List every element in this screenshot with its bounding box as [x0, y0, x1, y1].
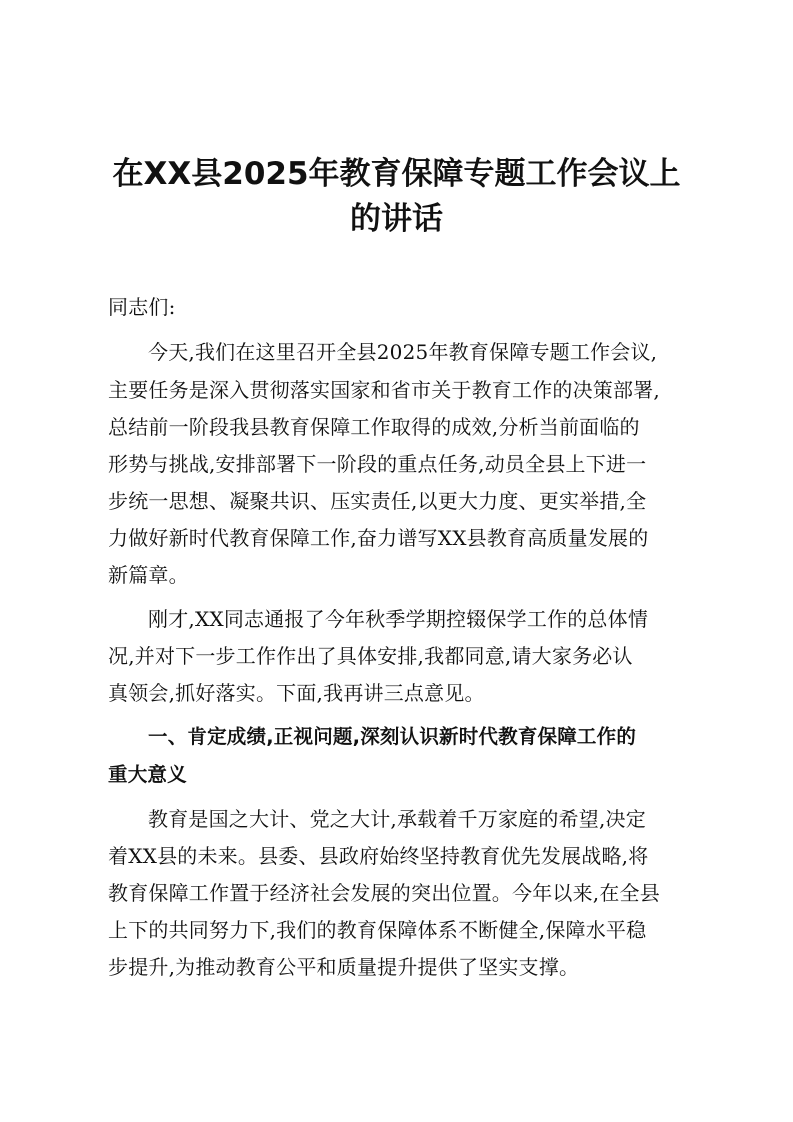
section-heading-line-1: 一、肯定成绩,正视问题,深刻认识新时代教育保障工作的 [148, 725, 637, 748]
salutation: 同志们: [108, 295, 176, 319]
title-line-1: 在XX县2025年教育保障专题工作会议上 [112, 156, 681, 192]
title-line-2: 的讲话 [350, 201, 443, 237]
paragraph-2-line-3: 真领会,抓好落实。下面,我再讲三点意见。 [108, 681, 485, 705]
paragraph-3-line-2: 着XX县的未来。县委、县政府始终坚持教育优先发展战略,将 [108, 844, 649, 868]
paragraph-1-line-5: 步统一思想、凝聚共识、压实责任,以更大力度、更实举措,全 [108, 489, 647, 513]
document-title [90, 152, 703, 242]
paragraph-2-line-2: 况,并对下一步工作作出了具体安排,我都同意,请大家务必认 [108, 644, 633, 668]
paragraph-1-line-1: 今天,我们在这里召开全县2025年教育保障专题工作会议, [148, 340, 658, 364]
paragraph-1-line-4: 形势与挑战,安排部署下一阶段的重点任务,动员全县上下进一 [108, 452, 647, 476]
paragraph-1-line-6: 力做好新时代教育保障工作,奋力谱写XX县教育高质量发展的 [108, 526, 649, 550]
paragraph-1-line-3: 总结前一阶段我县教育保障工作取得的成效,分析当前面临的 [108, 415, 640, 439]
paragraph-3-line-5: 步提升,为推动教育公平和质量提升提供了坚实支撑。 [108, 955, 580, 979]
paragraph-1-line-7: 新篇章。 [108, 563, 189, 587]
paragraph-2-line-1: 刚才,XX同志通报了今年秋季学期控辍保学工作的总体情 [148, 607, 649, 631]
paragraph-3-line-1: 教育是国之大计、党之大计,承载着千万家庭的希望,决定 [148, 807, 646, 831]
paragraph-1-line-2: 主要任务是深入贯彻落实国家和省市关于教育工作的决策部署, [108, 378, 660, 402]
section-heading-line-2: 重大意义 [108, 763, 187, 786]
paragraph-3-line-4: 上下的共同努力下,我们的教育保障体系不断健全,保障水平稳 [108, 918, 647, 942]
paragraph-3-line-3: 教育保障工作置于经济社会发展的突出位置。今年以来,在全县 [108, 881, 660, 905]
